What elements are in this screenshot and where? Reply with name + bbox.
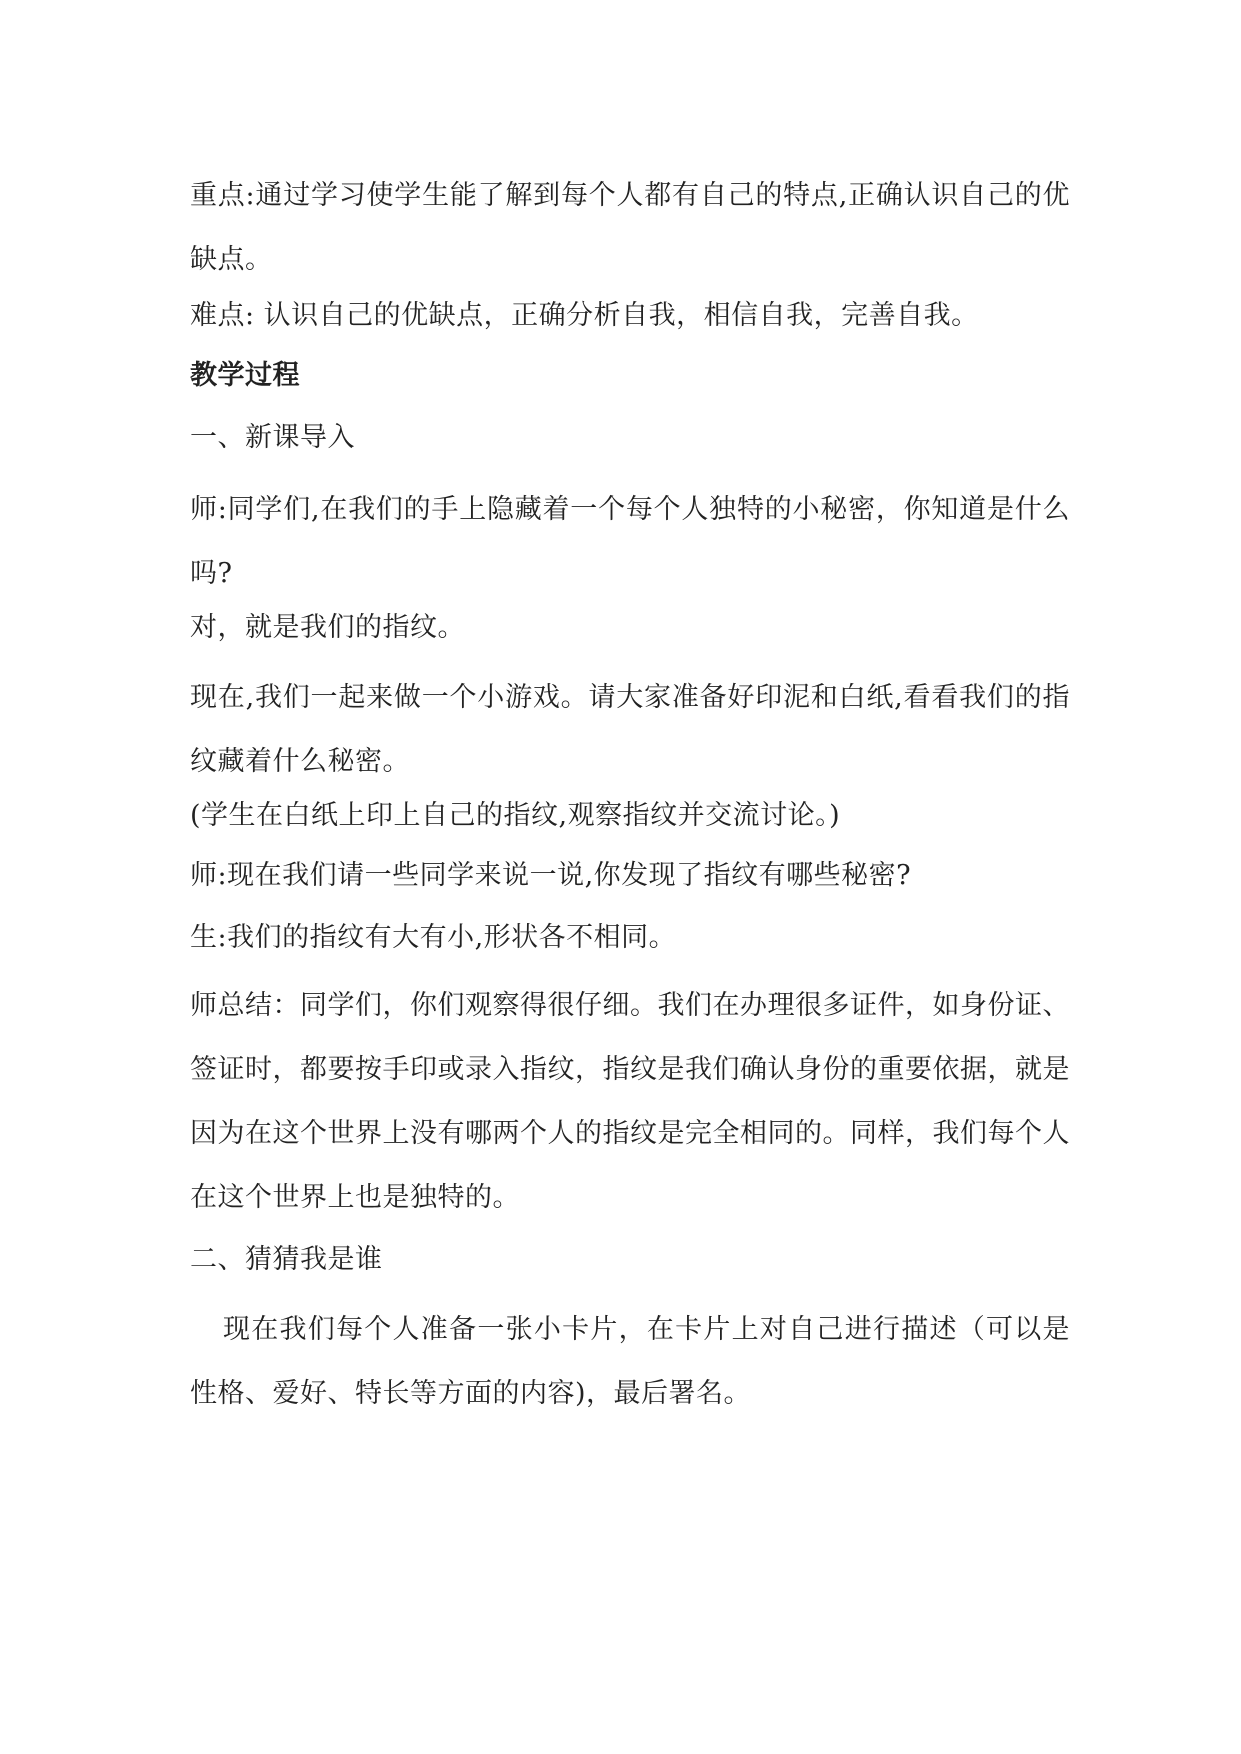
difficult-point-paragraph: 难点: 认识自己的优缺点，正确分析自我，相信自我，完善自我。 [190,300,979,331]
key-point-paragraph: 重点:通过学习使学生能了解到每个人都有自己的特点,正确认识自己的优缺点。 [190,180,1070,275]
paragraph-teacher-summary: 师总结：同学们，你们观察得很仔细。我们在办理很多证件，如身份证、签证时，都要按手印或录入指纹，指纹是我们确认身份的重要依据，就是因为在这个世界上没有哪两个人的指纹是完全相同的。同样，我们每个人在这个世界上也是独特的。 [190,990,1070,1213]
part1-title: 一、新课导入 [190,422,355,453]
section-title: 教学过程 [190,360,300,391]
part2-title: 二、猜猜我是谁 [190,1244,383,1275]
paragraph-student-activity: (学生在白纸上印上自己的指纹,观察指纹并交流讨论。) [190,800,841,831]
paragraph-teacher-intro: 师:同学们,在我们的手上隐藏着一个每个人独特的小秘密，你知道是什么吗? [190,494,1070,589]
paragraph-fingerprint: 对，就是我们的指纹。 [190,612,465,643]
paragraph-student-answer: 生:我们的指纹有大有小,形状各不相同。 [190,922,677,953]
paragraph-card-activity: 现在我们每个人准备一张小卡片，在卡片上对自己进行描述（可以是性格、爱好、特长等方面的内容)，最后署名。 [190,1314,1070,1409]
paragraph-game: 现在,我们一起来做一个小游戏。请大家准备好印泥和白纸,看看我们的指纹藏着什么秘密。 [190,682,1070,777]
paragraph-teacher-question: 师:现在我们请一些同学来说一说,你发现了指纹有哪些秘密? [190,860,912,891]
